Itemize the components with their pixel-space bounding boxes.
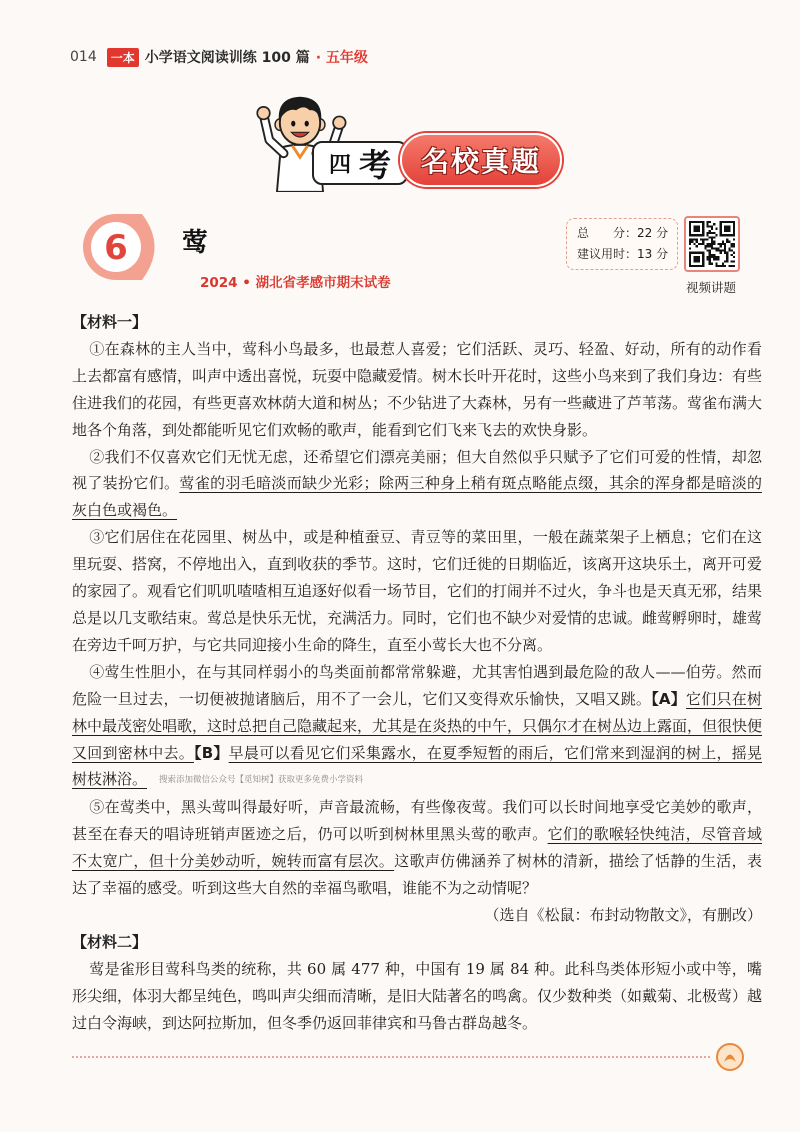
page-footer (72, 1042, 762, 1072)
material1-paragraph-1: ①在森林的主人当中，莺科小鸟最多，也最惹人喜爱；它们活跃、灵巧、轻盈、好动，所有的动作看上去都富有感情，叫声中透出喜悦，玩耍中隐藏爱情。树木长叶开花时，这些小鸟来到了我们身边：有些住进我们的花园，有些更喜欢林荫大道和树丛；不少钻进了大森林，另有一些藏进了芦苇荡。莺雀布满大地各个角落，到处都能听见它们欢畅的歌声，能看到它们飞来飞去的欢快身影。 (72, 339, 763, 439)
material1-paragraph-5 (72, 794, 762, 902)
paragraph-text: ④莺生性胆小，在与其同样弱小的鸟类面前都常常躲避，尤其害怕遇到最危险的敌人——伯劳。然而危险一旦过去，一切便被抛诸脑后，用不了一会儿，它们又变得欢乐愉快，又唱又跳。 (72, 662, 762, 708)
lesson-title: 莺 (182, 228, 209, 258)
paragraph-text: ⑤在莺类中，黑头莺叫得最好听，声音最流畅，有些像夜莺。我们可以长时间地享受它美妙的歌声，甚至在春天的唱诗班销声匿迹之后，仍可以听到树林里黑头莺的歌声。 (72, 798, 762, 844)
marker-a: 【A】 (651, 689, 687, 708)
qr-code-icon (689, 221, 735, 267)
page-header (70, 46, 368, 68)
exam-section-tag (312, 141, 408, 185)
lesson-source: 2024 • 湖北省孝感市期末试卷 (200, 275, 391, 291)
lesson-number: 6 (104, 228, 128, 268)
book-title: 小学语文阅读训练 100 篇 (144, 50, 310, 66)
grade-label: · 五年级 (315, 50, 368, 66)
qr-code (684, 216, 740, 272)
paragraph-text: ②我们不仅喜欢它们无忧无虑，还希望它们漂亮美丽；但大自然似乎只赋予了它们可爱的性情，却忽视了装扮它们。 (72, 447, 762, 493)
source-citation: （选自《松鼠：布封动物散文》，有删改） (484, 905, 762, 924)
page-number: 014 (70, 49, 97, 65)
reading-passage (72, 309, 762, 1072)
material1-paragraph-3: ③它们居住在花园里、树丛中，或是种植蚕豆、青豆等的菜田里，一般在蔬菜架子上栖息；它们在这里玩耍、搭窝，不停地出入，直到收获的季节。这时，它们迁徙的日期临近，该离开这块乐土，离开可爱的家园了。观看它们叽叽喳喳相互追逐好似看一场节目，它们的打闹并不过火，争斗也是天真无邪，结果总是以几支歌结束。莺总是快乐无忧，充满活力。同时，它们也不缺少对爱情的忠诚。雌莺孵卵时，雄莺在旁边千呵万护，与它共同迎接小生命的降生，直至小莺长大也不分离。 (72, 528, 763, 654)
brand-badge: 一本 (107, 48, 139, 67)
material1-paragraph-4 (72, 659, 762, 795)
material1-paragraph-2 (72, 444, 762, 525)
total-score: 总 分：22 分 (577, 226, 669, 240)
exam-section-label: 名校真题 (400, 133, 562, 187)
material1-heading: 【材料一】 (72, 313, 148, 331)
exam-section-number: 四 (328, 152, 351, 178)
material2-paragraph-1: 莺是雀形目莺科鸟类的统称，共 60 属 477 种，中国有 19 属 84 种。此科鸟类体形短小或中等，嘴形尖细，体羽大都呈纯色，鸣叫声尖细而清晰，是旧大陆著名的鸣禽。仅少数种类（如戴菊、北极莺）越过白令海峡，到达阿拉斯加，但冬季仍返回菲律宾和马鲁古群岛越冬。 (72, 959, 763, 1032)
exam-section-kao: 考 (359, 146, 392, 184)
underlined-sentence-b: 早晨可以看见它们采集露水，在夏季短暂的雨后，它们常来到湿润的树上，摇晃树枝淋浴。 (72, 743, 762, 789)
underlined-sentence: 它们的歌喉轻快纯洁，尽管音域不太宽广，但十分美妙动听，婉转而富有层次。 (72, 825, 762, 871)
publisher-logo-icon (715, 1042, 745, 1072)
paragraph-text-tail: 这歌声仿佛涵养了树林的清新，描绘了恬静的生活，表达了幸福的感受。听到这些大自然的幸福鸟歌唱，谁能不为之动情呢？ (72, 852, 762, 898)
underlined-sentence: 莺雀的羽毛暗淡而缺少光彩；除两三种身上稍有斑点略能点缀，其余的浑身都是暗淡的灰白色或褐色。 (72, 474, 762, 520)
dotted-divider (72, 1056, 710, 1058)
watermark-text: 搜索添加微信公众号【觅知树】获取更多免费小学资料 (159, 775, 364, 786)
material2-heading: 【材料二】 (72, 932, 148, 951)
marker-b: 【B】 (193, 743, 229, 762)
video-lecture-label: 视频讲题 (686, 280, 737, 295)
lesson-number-badge (72, 212, 168, 282)
score-time-box (566, 218, 678, 270)
suggested-time: 建议用时：13 分 (577, 247, 669, 261)
underlined-sentence-a: 它们只在树林中最茂密处唱歌，这时总把自己隐藏起来，尤其是在炎热的中午，只偶尔才在树丛边上露面，但很快便又回到密林中去。 (72, 689, 763, 762)
